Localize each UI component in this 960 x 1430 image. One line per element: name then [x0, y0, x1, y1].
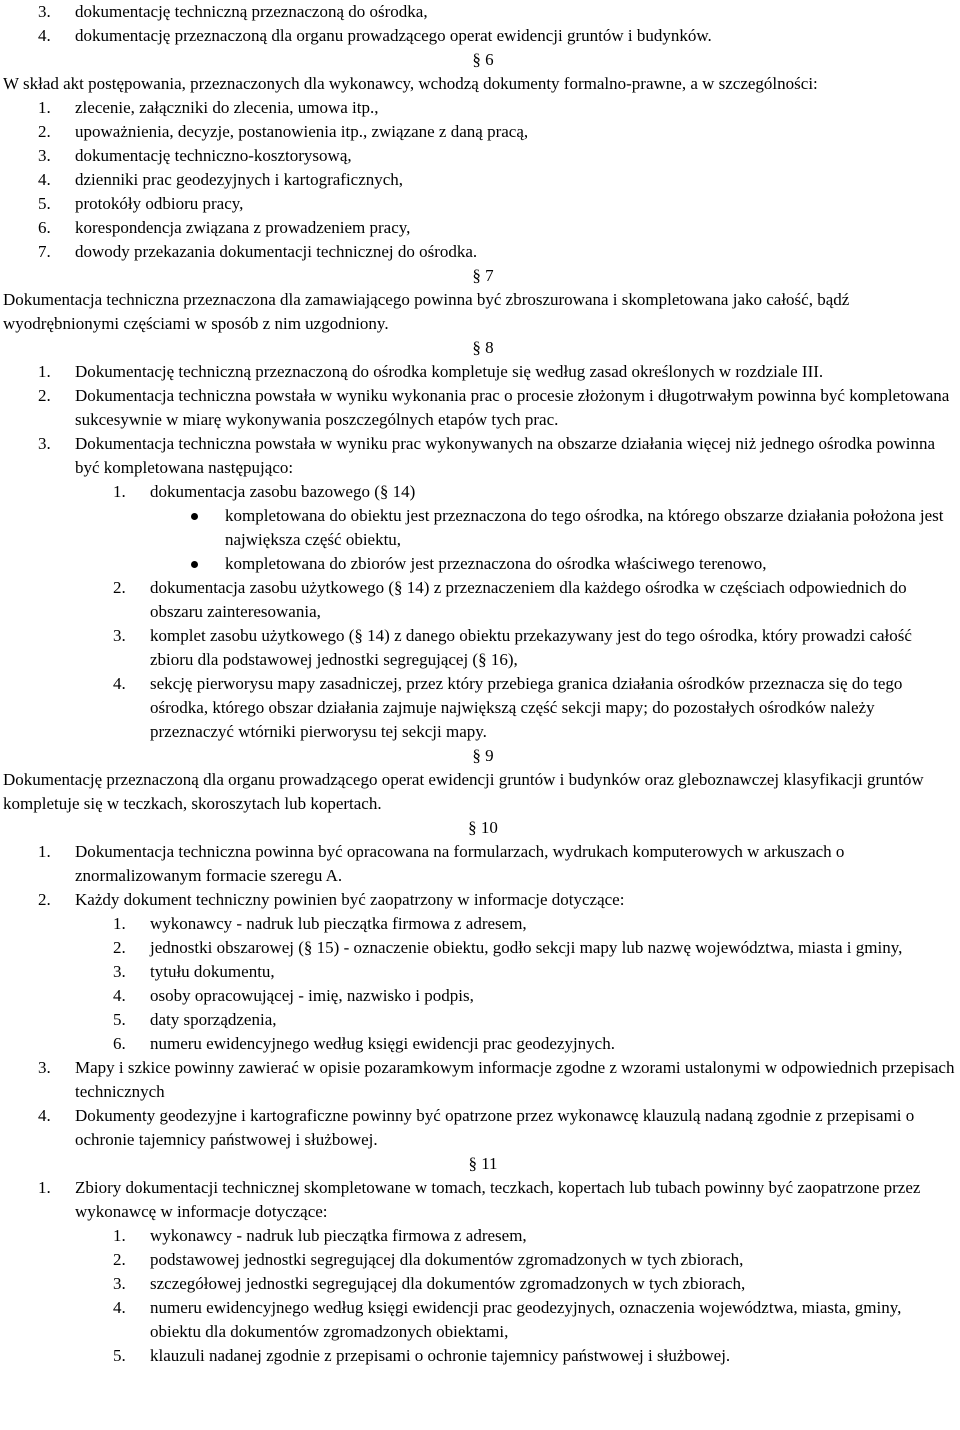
section-heading-9: § 9 [472, 746, 494, 765]
item-text: dokumentację techniczno-kosztorysową, [75, 146, 352, 165]
sub-list-item [3, 1296, 955, 1344]
item-number: 1. [38, 362, 51, 381]
section-number: 8 [485, 338, 494, 357]
sub-list-item [3, 576, 955, 624]
list-item [3, 24, 955, 48]
sub-list-item [3, 936, 955, 960]
item-text: Każdy dokument techniczny powinien być zaopatrzony w informacje dotyczące: [75, 890, 625, 909]
section-heading-6: § 6 [472, 50, 494, 69]
bullet-item [3, 504, 955, 552]
item-number: 4. [38, 26, 51, 45]
item-text: upoważnienia, decyzje, postanowienia itp., związane z daną pracą, [75, 122, 529, 141]
item-number: 2. [113, 578, 126, 597]
sub-list-item [3, 1032, 955, 1056]
item-text: dowody przekazania dokumentacji technicznej do ośrodka. [75, 242, 478, 261]
list-item [3, 432, 955, 480]
item-text: komplet zasobu użytkowego (§ 14) z danego obiektu przekazywany jest do tego ośrodka, który prowadzi całość zbioru dla podstawowej jednostki segregującej (§ 16), [150, 626, 912, 669]
item-text: szczegółowej jednostki segregującej dla dokumentów zgromadzonych w tych zbiorach, [150, 1274, 746, 1293]
document-page [3, 0, 955, 1368]
sub-list-item [3, 624, 955, 672]
item-text: numeru ewidencyjnego według księgi ewidencji prac geodezyjnych, oznaczenia województwa, miasta, gminy, obiektu dla dokumentów zgromadzonych obiektami, [150, 1298, 902, 1341]
section-6-lead: W skład akt postępowania, przeznaczonych dla wykonawcy, wchodzą dokumenty formalno-prawne, a w szczególności: [3, 74, 818, 93]
item-number: 3. [113, 1274, 126, 1293]
list-item [3, 120, 955, 144]
sub-list-item [3, 1272, 955, 1296]
list-item [3, 96, 955, 120]
section-heading-7: § 7 [472, 266, 494, 285]
item-text: Dokumentację techniczną przeznaczoną do ośrodka kompletuje się według zasad określonych w rozdziale III. [75, 362, 824, 381]
item-text: jednostki obszarowej (§ 15) - oznaczenie obiektu, godło sekcji mapy lub nazwę województwa, miasta i gminy, [150, 938, 903, 957]
section-number: 10 [480, 818, 498, 837]
section-number: 7 [485, 266, 494, 285]
item-number: 4. [113, 986, 126, 1005]
item-text: sekcję pierworysu mapy zasadniczej, przez który przebiega granica działania ośrodków przeznacza się do tego ośrodka, którego obszar działania zajmuje największą część sekcji mapy; do pozostałych ośrodków należy przeznaczyć wtórniki pierworysu tej sekcji mapy. [150, 674, 903, 741]
list-item [3, 240, 955, 264]
item-text: wykonawcy - nadruk lub pieczątka firmowa z adresem, [150, 914, 527, 933]
item-text: tytułu dokumentu, [150, 962, 275, 981]
item-number: 6. [38, 218, 51, 237]
section-number: 11 [481, 1154, 498, 1173]
item-text: protokóły odbioru pracy, [75, 194, 244, 213]
bullet-dot-icon [191, 513, 198, 520]
item-number: 4. [113, 1298, 126, 1317]
list-item [3, 360, 955, 384]
section-7-text: Dokumentacja techniczna przeznaczona dla zamawiającego powinna być zbroszurowana i skompletowana jako całość, bądź wyodrębnionymi częściami w sposób z nim uzgodniony. [3, 290, 850, 333]
item-number: 1. [38, 1178, 51, 1197]
sub-list-item [3, 1344, 955, 1368]
item-number: 2. [113, 938, 126, 957]
item-number: 2. [38, 890, 51, 909]
item-number: 3. [113, 626, 126, 645]
item-number: 1. [113, 914, 126, 933]
item-text: Dokumentacja techniczna powstała w wyniku prac wykonywanych na obszarze działania więcej niż jednego ośrodka powinna być kompletowana następująco: [75, 434, 936, 477]
item-text: klauzuli nadanej zgodnie z przepisami o ochronie tajemnicy państwowej i służbowej. [150, 1346, 731, 1365]
item-text: dokumentacja zasobu użytkowego (§ 14) z przeznaczeniem dla każdego ośrodka w częściach odpowiednich do obszaru zainteresowania, [150, 578, 907, 621]
item-number: 3. [38, 2, 51, 21]
item-number: 2. [113, 1250, 126, 1269]
item-text: podstawowej jednostki segregującej dla dokumentów zgromadzonych w tych zbiorach, [150, 1250, 744, 1269]
item-text: dokumentacja zasobu bazowego (§ 14) [150, 482, 416, 501]
item-text: numeru ewidencyjnego według księgi ewidencji prac geodezyjnych. [150, 1034, 615, 1053]
item-number: 3. [38, 1058, 51, 1077]
list-item [3, 192, 955, 216]
item-text: Mapy i szkice powinny zawierać w opisie pozaramkowym informacje zgodne z wzorami ustalonymi w odpowiednich przepisach technicznych [75, 1058, 955, 1101]
item-number: 5. [38, 194, 51, 213]
item-text: osoby opracowującej - imię, nazwisko i podpis, [150, 986, 474, 1005]
list-item [3, 1104, 955, 1152]
bullet-text: kompletowana do zbiorów jest przeznaczona do ośrodka właściwego terenowo, [225, 554, 767, 573]
item-number: 4. [38, 1106, 51, 1125]
item-text: Dokumenty geodezyjne i kartograficzne powinny być opatrzone przez wykonawcę klauzulą nadaną zgodnie z przepisami o ochronie tajemnicy państwowej i służbowej. [75, 1106, 915, 1149]
list-item [3, 168, 955, 192]
item-number: 2. [38, 386, 51, 405]
item-text: wykonawcy - nadruk lub pieczątka firmowa z adresem, [150, 1226, 527, 1245]
list-item [3, 384, 955, 432]
item-text: zlecenie, załączniki do zlecenia, umowa itp., [75, 98, 379, 117]
sub-list-item [3, 672, 955, 744]
item-number: 2. [38, 122, 51, 141]
item-text: dzienniki prac geodezyjnych i kartograficznych, [75, 170, 404, 189]
item-number: 3. [38, 146, 51, 165]
item-number: 7. [38, 242, 51, 261]
section-heading-10: § 10 [468, 818, 498, 837]
list-item [3, 216, 955, 240]
bullet-item [3, 552, 955, 576]
item-number: 5. [113, 1346, 126, 1365]
item-text: dokumentację techniczną przeznaczoną do ośrodka, [75, 2, 428, 21]
item-number: 1. [38, 842, 51, 861]
section-number: 9 [485, 746, 494, 765]
item-text: daty sporządzenia, [150, 1010, 277, 1029]
item-number: 1. [38, 98, 51, 117]
item-text: Dokumentacja techniczna powstała w wyniku wykonania prac o procesie złożonym i długotrwałym powinna być kompletowana sukcesywnie w miarę wykonywania poszczególnych etapów tych prac. [75, 386, 950, 429]
list-item [3, 888, 955, 912]
sub-list-item [3, 1224, 955, 1248]
sub-list-item [3, 984, 955, 1008]
list-item [3, 144, 955, 168]
sub-list-item [3, 1008, 955, 1032]
section-heading-8: § 8 [472, 338, 494, 357]
section-9-text: Dokumentację przeznaczoną dla organu prowadzącego operat ewidencji gruntów i budynków oraz gleboznawczej klasyfikacji gruntów kompletuje się w teczkach, skoroszytach lub kopertach. [3, 770, 924, 813]
item-number: 3. [38, 434, 51, 453]
item-number: 6. [113, 1034, 126, 1053]
item-number: 4. [113, 674, 126, 693]
section-number: 6 [485, 50, 494, 69]
item-number: 3. [113, 962, 126, 981]
sub-list-item [3, 960, 955, 984]
item-text: korespondencja związana z prowadzeniem pracy, [75, 218, 411, 237]
section-heading-11: § 11 [468, 1154, 498, 1173]
item-number: 5. [113, 1010, 126, 1029]
sub-list-item [3, 912, 955, 936]
bullet-text: kompletowana do obiektu jest przeznaczona do tego ośrodka, na którego obszarze działania położona jest największa część obiektu, [225, 506, 944, 549]
item-text: dokumentację przeznaczoną dla organu prowadzącego operat ewidencji gruntów i budynków. [75, 26, 712, 45]
list-item [3, 1056, 955, 1104]
item-text: Zbiory dokumentacji technicznej skompletowane w tomach, teczkach, kopertach lub tubach powinny być zaopatrzone przez wykonawcę w informacje dotyczące: [75, 1178, 921, 1221]
bullet-dot-icon [191, 561, 198, 568]
list-item [3, 0, 955, 24]
item-number: 1. [113, 482, 126, 501]
list-item [3, 1176, 955, 1224]
sub-list-item [3, 480, 955, 504]
sub-list-item [3, 1248, 955, 1272]
item-text: Dokumentacja techniczna powinna być opracowana na formularzach, wydrukach komputerowych w arkuszach o znormalizowanym formacie szeregu A. [75, 842, 845, 885]
item-number: 1. [113, 1226, 126, 1245]
item-number: 4. [38, 170, 51, 189]
list-item [3, 840, 955, 888]
